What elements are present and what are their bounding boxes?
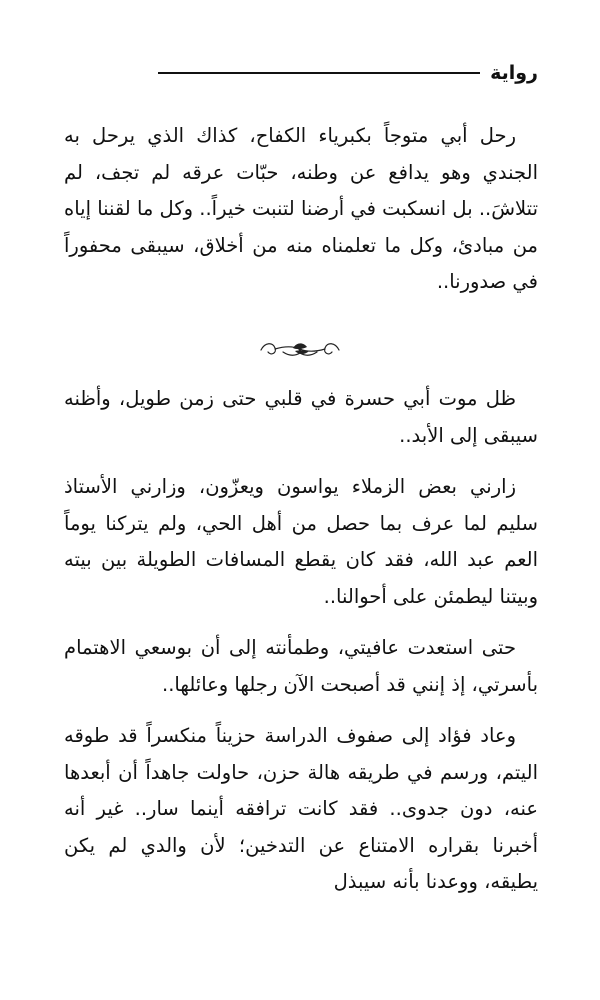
paragraph: زارني بعض الزملاء يواسون ويعزّون، وزارني الأستاذ سليم لما عرف بما حصل من أهل الحي، ولم يتركنا يوماً العم عبد الله، فقد كان يقطع المسافات الطويلة بين بيته وبيتنا ليطمئن على أحوالنا.. — [64, 475, 538, 608]
paragraph: ظل موت أبي حسرة في قلبي حتى زمن طويل، وأظنه سيبقى إلى الأبد.. — [64, 387, 538, 447]
paragraph: حتى استعدت عافيتي، وطمأنته إلى أن بوسعي الاهتمام بأسرتي، إذ إنني قد أصبحت الآن رجلها وعائلها.. — [64, 636, 538, 696]
paragraph: رحل أبي متوجاً بكبرياء الكفاح، كذاك الذي يرحل به الجندي وهو يدافع عن وطنه، حبّات عرقه لم تجف، لم تتلاشَ.. بل انسكبت في أرضنا لتنبت خيراً.. وكل ما لقننا إياه من مبادئ، وكل ما تعلمناه منه من أخلاق، سيبقى محفوراً في صدورنا.. — [64, 124, 538, 293]
header-label: رواية — [490, 62, 538, 84]
floral-divider-icon — [0, 336, 600, 366]
paragraph: وعاد فؤاد إلى صفوف الدراسة حزيناً منكسراً قد طوقه اليتم، ورسم في طريقه هالة حزن، حاولت جاهداً أن أبعدها عنه، دون جدوى.. فقد كانت ترافقه أينما سار.. غير أنه أخبرنا بقراره الامتناع عن التدخين؛ لأن والدي لم يكن يطيقه، ووعدنا بأنه سيبذل — [64, 724, 538, 893]
header-rule — [158, 72, 480, 74]
bottom-text-block — [64, 381, 538, 901]
running-header — [158, 58, 538, 88]
top-text-block — [64, 118, 538, 301]
